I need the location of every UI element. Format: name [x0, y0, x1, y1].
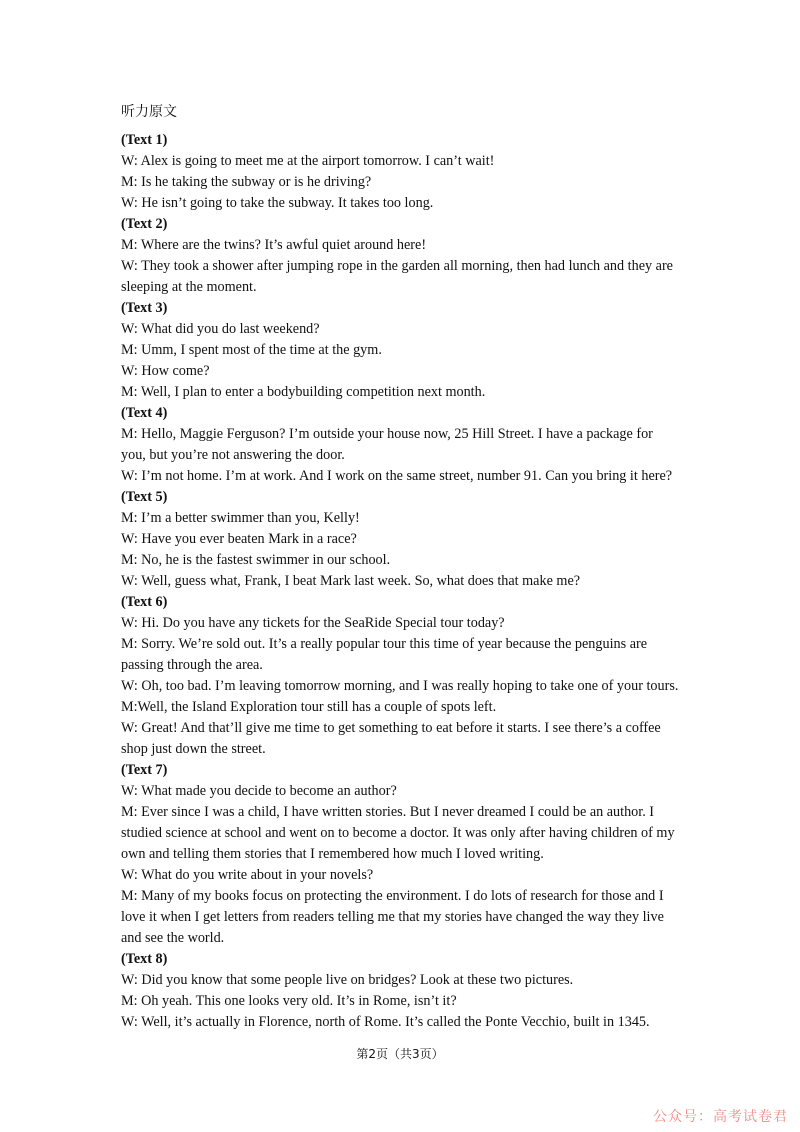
dialogue-line: W: How come?: [121, 363, 210, 379]
transcript-section: [121, 592, 681, 760]
dialogue-line: W: I’m not home. I’m at work. And I work on the same street, number 91. Can you bring it here?: [121, 468, 673, 484]
dialogue-line: M: Hello, Maggie Ferguson? I’m outside your house now, 25 Hill Street. I have a package for you, but you’re not answering the door.: [121, 426, 653, 463]
dialogue-line: W: What do you write about in your novels?: [121, 867, 374, 883]
dialogue-line: W: He isn’t going to take the subway. It takes too long.: [121, 195, 434, 211]
dialogue-line: M: Is he taking the subway or is he driving?: [121, 174, 372, 190]
transcript-section: [121, 949, 681, 1033]
dialogue-line: W: Great! And that’ll give me time to get something to eat before it starts. I see there’s a coffee shop just down the street.: [121, 720, 661, 757]
section-title: (Text 4): [121, 405, 168, 421]
dialogue-line: M:Well, the Island Exploration tour still has a couple of spots left.: [121, 699, 497, 715]
dialogue-line: W: Have you ever beaten Mark in a race?: [121, 531, 357, 547]
dialogue-line: M: No, he is the fastest swimmer in our school.: [121, 552, 391, 568]
dialogue-line: M: I’m a better swimmer than you, Kelly!: [121, 510, 360, 526]
page-heading: 听力原文: [121, 104, 177, 120]
section-title: (Text 5): [121, 489, 168, 505]
dialogue-line: M: Umm, I spent most of the time at the gym.: [121, 342, 382, 358]
dialogue-line: W: Oh, too bad. I’m leaving tomorrow morning, and I was really hoping to take one of your tours.: [121, 678, 679, 694]
dialogue-line: M: Many of my books focus on protecting the environment. I do lots of research for those and I love it when I get letters from readers telling me that my stories have changed the way they live and see the world.: [121, 888, 664, 946]
transcript-section: [121, 214, 681, 298]
watermark-text: 公众号：高考试卷君: [653, 1109, 788, 1125]
page-number-footer: 第2页（共3页）: [356, 1047, 444, 1061]
section-title: (Text 6): [121, 594, 168, 610]
transcript-section: [121, 760, 681, 949]
dialogue-line: M: Where are the twins? It’s awful quiet around here!: [121, 237, 427, 253]
section-title: (Text 3): [121, 300, 168, 316]
section-title: (Text 8): [121, 951, 168, 967]
dialogue-line: M: Sorry. We’re sold out. It’s a really popular tour this time of year because the penguins are passing through the area.: [121, 636, 648, 673]
dialogue-line: M: Oh yeah. This one looks very old. It’s in Rome, isn’t it?: [121, 993, 457, 1009]
dialogue-line: W: What made you decide to become an author?: [121, 783, 397, 799]
section-title: (Text 2): [121, 216, 168, 232]
transcript-content: [121, 130, 681, 1033]
dialogue-line: W: Alex is going to meet me at the airport tomorrow. I can’t wait!: [121, 153, 495, 169]
dialogue-line: M: Well, I plan to enter a bodybuilding competition next month.: [121, 384, 486, 400]
transcript-section: [121, 298, 681, 403]
section-title: (Text 1): [121, 132, 168, 148]
dialogue-line: W: Well, it’s actually in Florence, north of Rome. It’s called the Ponte Vecchio, built in 1345.: [121, 1014, 650, 1030]
dialogue-line: M: Ever since I was a child, I have written stories. But I never dreamed I could be an author. I studied science at school and went on to become a doctor. It was only after having children of my own and telling them stories that I remembered how much I loved writing.: [121, 804, 675, 862]
dialogue-line: W: Hi. Do you have any tickets for the SeaRide Special tour today?: [121, 615, 505, 631]
dialogue-line: W: They took a shower after jumping rope in the garden all morning, then had lunch and they are sleeping at the moment.: [121, 258, 673, 295]
section-title: (Text 7): [121, 762, 168, 778]
dialogue-line: W: What did you do last weekend?: [121, 321, 320, 337]
transcript-section: [121, 130, 681, 214]
dialogue-line: W: Well, guess what, Frank, I beat Mark last week. So, what does that make me?: [121, 573, 581, 589]
transcript-section: [121, 487, 681, 592]
dialogue-line: W: Did you know that some people live on bridges? Look at these two pictures.: [121, 972, 574, 988]
transcript-section: [121, 403, 681, 487]
